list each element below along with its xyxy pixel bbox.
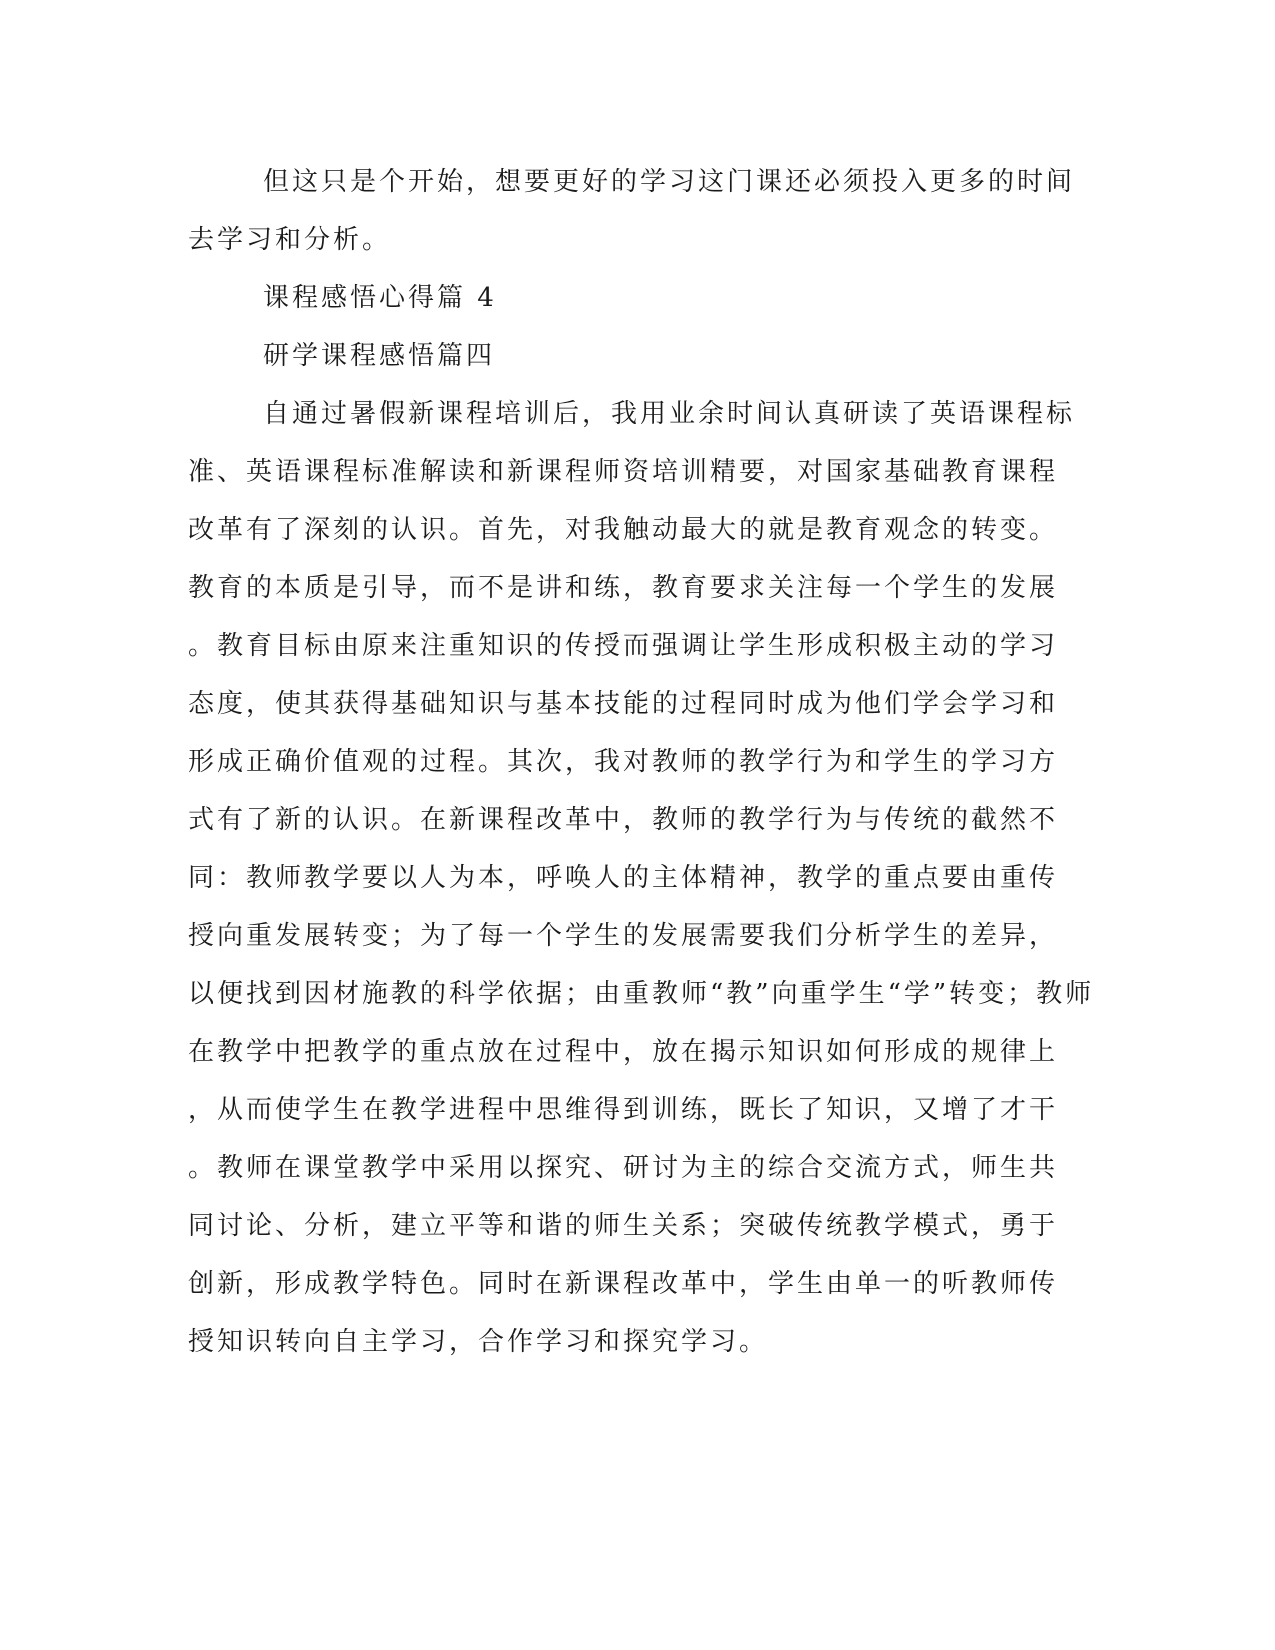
paragraph-1-line-1: 但这只是个开始，想要更好的学习这门课还必须投入更多的时间	[263, 167, 1076, 197]
section-heading: 课程感悟心得篇 4	[263, 283, 497, 313]
body-line-10: 授向重发展转变；为了每一个学生的发展需要我们分析学生的差异，	[188, 921, 1059, 951]
article-title: 研学课程感悟篇四	[263, 341, 496, 371]
body-line-9: 同：教师教学要以人为本，呼唤人的主体精神，教学的重点要由重传	[188, 863, 1059, 893]
body-line-16: 创新，形成教学特色。同时在新课程改革中，学生由单一的听教师传	[188, 1269, 1059, 1299]
body-line-17: 授知识转向自主学习，合作学习和探究学习。	[188, 1327, 769, 1357]
body-line-5: 。教育目标由原来注重知识的传授而强调让学生形成积极主动的学习	[188, 631, 1059, 661]
paragraph-1-line-2: 去学习和分析。	[188, 225, 392, 255]
body-line-15: 同讨论、分析，建立平等和谐的师生关系；突破传统教学模式，勇于	[188, 1211, 1059, 1241]
body-line-3: 改革有了深刻的认识。首先，对我触动最大的就是教育观念的转变。	[188, 515, 1059, 545]
body-line-4: 教育的本质是引导，而不是讲和练，教育要求关注每一个学生的发展	[188, 573, 1059, 603]
body-line-12: 在教学中把教学的重点放在过程中，放在揭示知识如何形成的规律上	[188, 1037, 1059, 1067]
body-line-8: 式有了新的认识。在新课程改革中，教师的教学行为与传统的截然不	[188, 805, 1059, 835]
body-line-6: 态度，使其获得基础知识与基本技能的过程同时成为他们学会学习和	[188, 689, 1059, 719]
body-line-13: ，从而使学生在教学进程中思维得到训练，既长了知识，又增了才干	[188, 1095, 1059, 1125]
body-line-7: 形成正确价值观的过程。其次，我对教师的教学行为和学生的学习方	[188, 747, 1059, 777]
body-line-14: 。教师在课堂教学中采用以探究、研讨为主的综合交流方式，师生共	[188, 1153, 1059, 1183]
body-line-1: 自通过暑假新课程培训后，我用业余时间认真研读了英语课程标	[263, 399, 1076, 429]
body-line-11: 以便找到因材施教的科学依据；由重教师“教”向重学生“学”转变；教师	[188, 979, 1095, 1009]
body-line-2: 准、英语课程标准解读和新课程师资培训精要，对国家基础教育课程	[188, 457, 1059, 487]
